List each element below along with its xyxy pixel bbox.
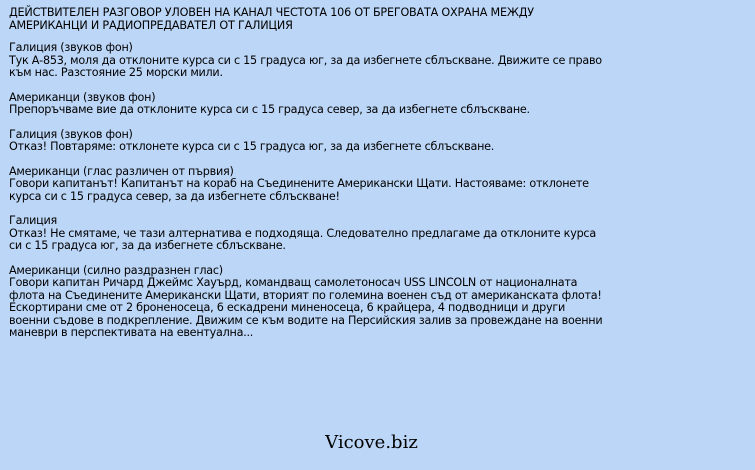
speaker-label: Галиция (звуков фон) — [9, 127, 133, 141]
exchange-block — [9, 42, 609, 80]
speaker-label: Галиция (звуков фон) — [9, 41, 133, 54]
message-text: Говори капитан Ричард Джеймс Хауърд, командващ самолетоносач USS LINCOLN от националната флота на Съединените Американски Щати, вторият по големина военен съд от американската флота! Ескортирани сме от 2 броненосеца, 6 ескадрени миненосеца, 6 крайцера, 4 подводници и други военни съдове в подкрепление. Движим се към водите на Персийския залив за провеждане на военни маневри в перспективата на евентуална... — [9, 276, 603, 339]
document-title: ДЕЙСТВИТЕЛЕН РАЗГОВОР УЛОВЕН НА КАНАЛ ЧЕСТОТА 106 ОТ БРЕГОВАТА ОХРАНА МЕЖДУ АМЕРИКАНЦИ И РАДИОПРЕДАВАТЕЛ ОТ ГАЛИЦИЯ — [9, 6, 534, 32]
site-watermark: Vicove.biz — [325, 432, 418, 453]
speaker-label: Американци (глас различен от първия) — [9, 164, 234, 178]
message-text: Говори капитанът! Капитанът на кораб на Съединените Американски Щати. Настояваме: отклонете курса си с 15 градуса север, за да избегнете сблъскване! — [9, 177, 589, 203]
exchange-block — [9, 129, 609, 154]
exchange-block — [9, 265, 609, 340]
speaker-label: Американци (силно раздразнен глас) — [9, 263, 223, 277]
exchange-block — [9, 215, 609, 253]
message-text: Отказ! Не смятаме, че тази алтернатива е подходяща. Следователно предлагаме да отклоните курса си с 15 градуса юг, за да избегнете сблъскване. — [9, 226, 596, 252]
message-text: Тук А-853, моля да отклоните курса си с 15 градуса юг, за да избегнете сблъскване. Движите се право към нас. Разстояние 25 морски мили. — [9, 53, 602, 79]
speaker-label: Американци (звуков фон) — [9, 90, 156, 104]
message-text: Отказ! Повтаряме: отклонете курса си с 15 градуса юг, за да избегнете сблъскване. — [9, 140, 495, 153]
exchange-block — [9, 92, 609, 117]
message-text: Препоръчваме вие да отклоните курса си с 15 градуса север, за да избегнете сблъскване. — [9, 103, 530, 116]
speaker-label: Галиция — [9, 214, 57, 227]
conversation-document — [9, 7, 609, 352]
exchange-block — [9, 166, 609, 204]
